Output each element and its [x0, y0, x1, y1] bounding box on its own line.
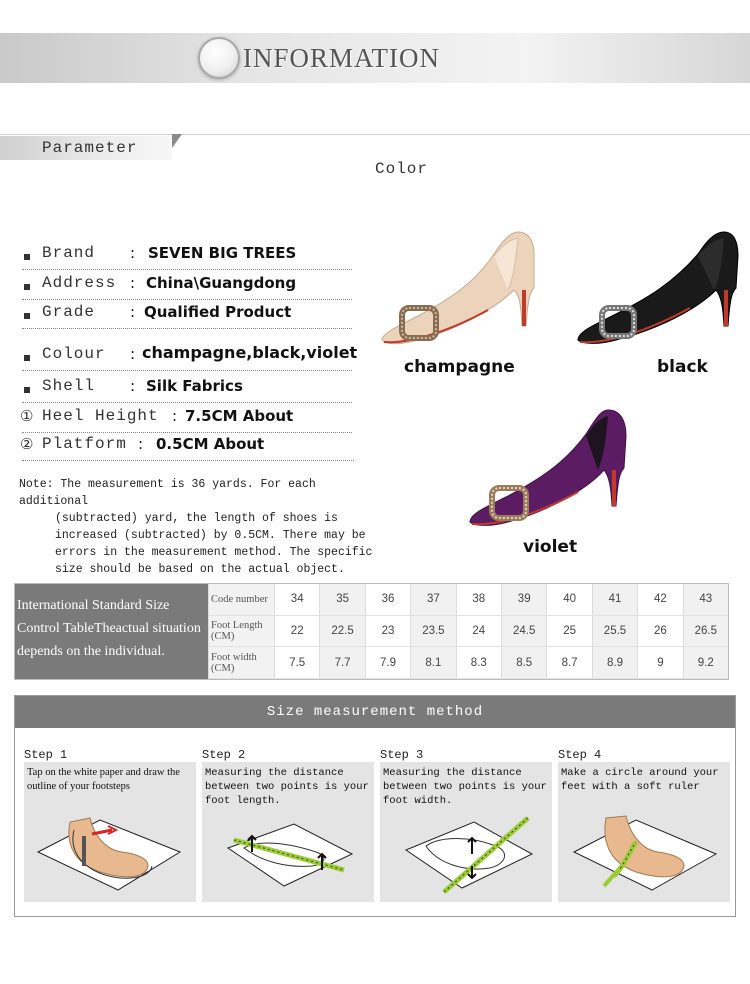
- color-heading: Color: [375, 160, 429, 178]
- step-text: Tap on the white paper and draw the outline of your footsteps: [27, 767, 180, 792]
- foot-width-ruler-icon: [386, 806, 546, 898]
- size-cell: 26: [637, 616, 682, 648]
- information-banner: [0, 33, 750, 83]
- step-4: [558, 748, 730, 793]
- spec-value: China\Guangdong: [146, 274, 297, 292]
- bullet-icon: [24, 313, 30, 319]
- step-panel: [24, 762, 196, 902]
- bullet-icon: [24, 387, 30, 393]
- spec-key: Colour: [42, 345, 106, 363]
- spec-key: Address: [42, 274, 117, 292]
- spec-key: Heel Height: [42, 407, 159, 425]
- step-number: Step 2: [202, 748, 246, 762]
- size-cell: 41: [592, 584, 637, 616]
- champagne-label: champagne: [404, 357, 515, 377]
- spec-row-heel-height: [22, 407, 352, 433]
- spec-sep: :: [172, 407, 178, 425]
- foot-length-ruler-icon: [208, 806, 368, 898]
- size-cell: 36: [365, 584, 410, 616]
- tab-corner: [172, 134, 182, 148]
- spec-key: Grade: [42, 303, 96, 321]
- step-text: Measuring the distance between two points is your foot width.: [383, 767, 547, 807]
- measurement-note: [19, 476, 379, 578]
- spec-value: Silk Fabrics: [146, 377, 243, 395]
- violet-label: violet: [523, 537, 578, 557]
- size-cell: 24: [456, 616, 501, 648]
- spec-value: 7.5CM About: [185, 407, 294, 425]
- spec-row-grade: [22, 303, 352, 329]
- size-cell: 9: [637, 647, 682, 679]
- size-measurement-method: [14, 695, 736, 917]
- size-cell: 25.5: [592, 616, 637, 648]
- step-text: Measuring the distance between two points is your foot length.: [205, 767, 369, 807]
- foot-circumference-ruler-icon: [564, 806, 724, 898]
- spec-row-address: [22, 274, 352, 300]
- number-two-icon: ②: [20, 437, 34, 453]
- black-label: black: [657, 357, 708, 377]
- parameter-label: Parameter: [42, 139, 138, 157]
- note-rest: (subtracted) yard, the length of shoes is increased (subtracted) by 0.5CM. There may be errors in the measurement method. The specific size should be based on the actual object.: [55, 512, 373, 576]
- step-1: [24, 748, 196, 792]
- spec-sep: :: [130, 274, 136, 292]
- size-cell: 43: [683, 584, 728, 616]
- method-title: Size measurement method: [15, 696, 735, 728]
- size-cell: 9.2: [683, 647, 728, 679]
- number-one-icon: ①: [20, 409, 34, 425]
- row-label-code-number: Code number: [208, 584, 274, 616]
- step-number: Step 3: [380, 748, 424, 762]
- size-cell: 40: [546, 584, 591, 616]
- size-cell: 8.3: [456, 647, 501, 679]
- size-cell: 35: [319, 584, 364, 616]
- size-cell: 25: [546, 616, 591, 648]
- size-cell: 22: [274, 616, 319, 648]
- size-cell: 8.1: [410, 647, 455, 679]
- spec-sep: :: [130, 244, 136, 262]
- spec-sep: :: [130, 345, 136, 363]
- size-grid: [208, 584, 728, 679]
- note-first-line: Note: The measurement is 36 yards. For each additional: [19, 478, 316, 508]
- black-shoe-image: [574, 228, 742, 350]
- spec-row-shell: [22, 377, 352, 403]
- bullet-icon: [24, 254, 30, 260]
- size-cell: 7.5: [274, 647, 319, 679]
- row-label-foot-width: Foot width (CM): [208, 647, 274, 679]
- spec-sep: :: [130, 377, 136, 395]
- step-number: Step 4: [558, 748, 602, 762]
- size-cell: 22.5: [319, 616, 364, 648]
- violet-shoe-image: [468, 408, 632, 530]
- size-cell: 23.5: [410, 616, 455, 648]
- size-cell: 23: [365, 616, 410, 648]
- spec-row-colour: [22, 343, 358, 371]
- size-cell: 8.5: [501, 647, 546, 679]
- divider: [0, 134, 750, 135]
- step-panel: [202, 762, 374, 902]
- title-line: International Standard Size: [17, 598, 170, 613]
- step-3: [380, 748, 552, 807]
- banner-title: INFORMATION: [243, 43, 441, 73]
- size-table: [14, 583, 729, 680]
- spec-value: champagne,black,violet: [142, 343, 358, 362]
- spec-value: SEVEN BIG TREES: [148, 244, 297, 262]
- step-panel: [380, 762, 552, 902]
- size-cell: 37: [410, 584, 455, 616]
- title-line: depends on the individual.: [17, 644, 165, 659]
- spec-sep: :: [138, 435, 144, 453]
- bullet-icon: [24, 355, 30, 361]
- size-cell: 8.7: [546, 647, 591, 679]
- spec-row-platform: [22, 435, 354, 461]
- row-label-foot-length: Foot Length (CM): [208, 616, 274, 648]
- spec-value: 0.5CM About: [156, 435, 265, 453]
- size-cell: 38: [456, 584, 501, 616]
- spec-key: Platform: [42, 435, 127, 453]
- size-cell: 34: [274, 584, 319, 616]
- spec-row-brand: [22, 244, 352, 270]
- circle-emblem-icon: [198, 37, 240, 79]
- step-2: [202, 748, 374, 807]
- size-table-title: [15, 584, 208, 679]
- size-cell: 8.9: [592, 647, 637, 679]
- champagne-shoe-image: [378, 228, 542, 350]
- foot-outline-icon: [30, 806, 190, 898]
- size-cell: 7.9: [365, 647, 410, 679]
- step-text: Make a circle around your feet with a soft ruler: [561, 767, 719, 793]
- size-cell: 24.5: [501, 616, 546, 648]
- size-cell: 26.5: [683, 616, 728, 648]
- bullet-icon: [24, 284, 30, 290]
- spec-value: Qualified Product: [144, 303, 292, 321]
- title-line: Control TableTheactual situation: [17, 621, 201, 636]
- spec-key: Brand: [42, 244, 96, 262]
- size-cell: 7.7: [319, 647, 364, 679]
- spec-key: Shell: [42, 377, 96, 395]
- size-cell: 39: [501, 584, 546, 616]
- spec-sep: :: [130, 303, 136, 321]
- step-panel: [558, 762, 730, 902]
- step-number: Step 1: [24, 748, 68, 762]
- size-cell: 42: [637, 584, 682, 616]
